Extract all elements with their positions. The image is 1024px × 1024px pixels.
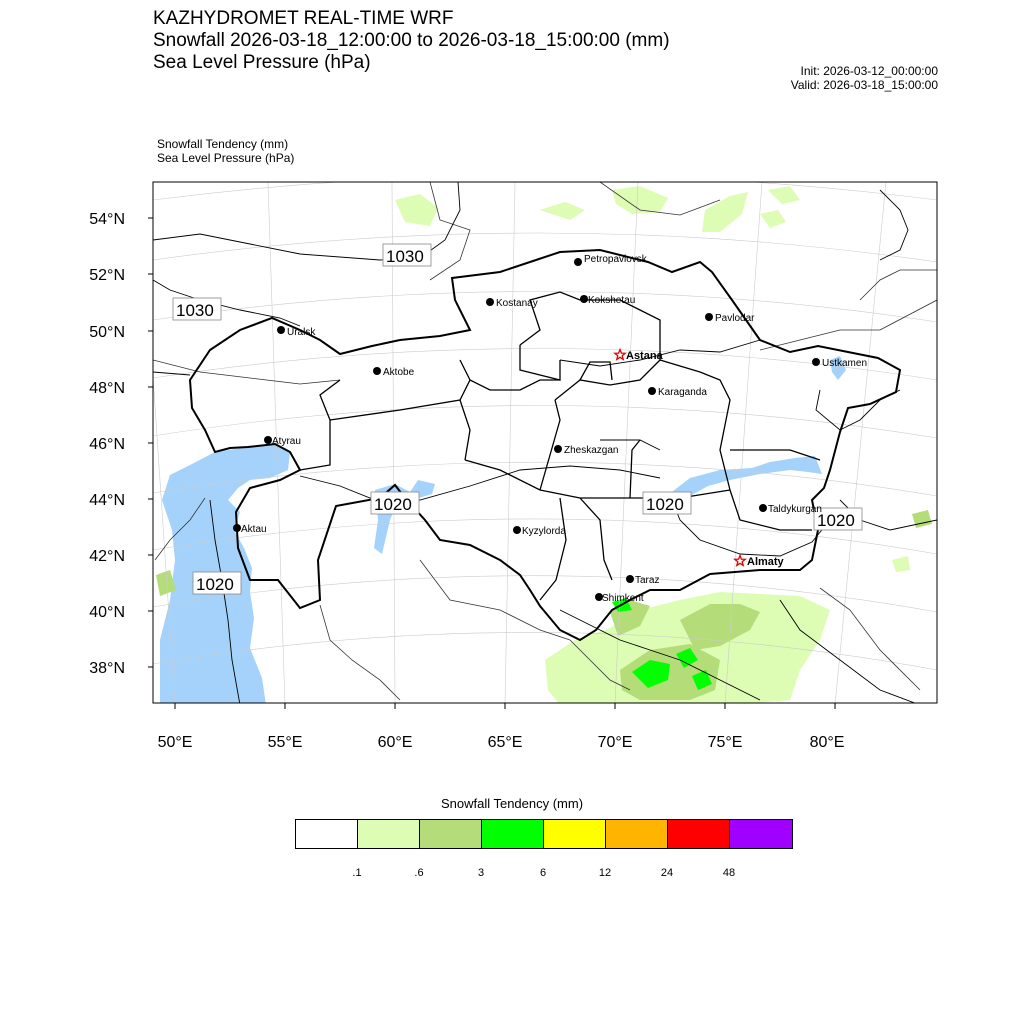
colorbar-title: Snowfall Tendency (mm) [440, 796, 584, 811]
city-label: Kyzylorda [522, 526, 566, 537]
colorbar-tick-label: 6 [539, 867, 547, 879]
title-line-2: Snowfall 2026-03-18_12:00:00 to 2026-03-18_15:00:00 (mm) [153, 30, 670, 51]
title-line-1: KAZHYDROMET REAL-TIME WRF [153, 8, 454, 29]
lat-label: 38°N [89, 660, 125, 677]
city-dot-icon [648, 387, 656, 395]
city-dot-icon [373, 367, 381, 375]
pressure-label: 1020 [374, 495, 412, 514]
lat-label: 42°N [89, 548, 125, 565]
city-label: Kokshetau [588, 295, 636, 306]
city-label: Astana [626, 350, 663, 362]
pressure-label: 1030 [386, 247, 424, 266]
map-panel [140, 175, 937, 705]
city-dot-icon [233, 524, 241, 532]
city-label: Almaty [747, 556, 784, 568]
city-dot-icon [626, 575, 634, 583]
colorbar-tick-label: .1 [352, 867, 362, 879]
city-label: Pavlodar [715, 313, 755, 324]
lat-labels [89, 211, 125, 677]
city-markers [233, 254, 867, 604]
colorbar-swatch [668, 820, 730, 848]
lon-label: 55°E [267, 734, 303, 751]
lon-label: 65°E [487, 734, 523, 751]
city-label: Uralsk [287, 327, 316, 338]
init-time: Init: 2026-03-12_00:00:00 [800, 64, 938, 78]
city-label: Aktau [241, 524, 267, 535]
lat-label: 46°N [89, 436, 125, 453]
colorbar-tick-label: 12 [598, 867, 612, 879]
aral-sea [374, 480, 435, 554]
field-label-snow: Snowfall Tendency (mm) [157, 137, 289, 151]
lon-label: 75°E [707, 734, 743, 751]
city-label: Atyrau [272, 436, 301, 447]
lon-label: 50°E [157, 734, 193, 751]
pressure-label: 1020 [817, 511, 855, 530]
lat-label: 44°N [89, 492, 125, 509]
colorbar-swatch [358, 820, 420, 848]
city-dot-icon [554, 445, 562, 453]
colorbar-swatch [730, 820, 792, 848]
lat-label: 50°N [89, 324, 125, 341]
city-label: Petropavlovsk [584, 254, 647, 265]
city-label: Karaganda [658, 387, 707, 398]
colorbar-tick-label: 24 [660, 867, 674, 879]
lat-label: 54°N [89, 211, 125, 228]
capital-star-icon [735, 556, 745, 566]
city-label: Shimkent [602, 593, 644, 604]
lat-label: 52°N [89, 267, 125, 284]
city-dot-icon [580, 295, 588, 303]
colorbar-swatch [482, 820, 544, 848]
lon-label: 60°E [377, 734, 413, 751]
title-line-3: Sea Level Pressure (hPa) [153, 52, 371, 73]
capital-star-icon [615, 350, 625, 360]
pressure-label: 1020 [196, 575, 234, 594]
city-dot-icon [574, 258, 582, 266]
city-dot-icon [513, 526, 521, 534]
colorbar-swatch [296, 820, 358, 848]
colorbar-tick-label: .6 [414, 867, 424, 879]
city-dot-icon [264, 436, 272, 444]
city-dot-icon [277, 326, 285, 334]
colorbar [295, 819, 793, 849]
pressure-label: 1030 [176, 301, 214, 320]
valid-time: Valid: 2026-03-18_15:00:00 [790, 78, 938, 92]
field-label-slp: Sea Level Pressure (hPa) [157, 151, 295, 165]
city-label: Zheskazgan [564, 445, 619, 456]
pressure-label-group [173, 244, 862, 594]
city-dot-icon [759, 504, 767, 512]
lat-label: 48°N [89, 380, 125, 397]
pressure-label: 1020 [646, 495, 684, 514]
city-dot-icon [705, 313, 713, 321]
colorbar-swatch [420, 820, 482, 848]
colorbar-swatch [606, 820, 668, 848]
city-label: Taldykurgan [768, 504, 822, 515]
colorbar-swatch [544, 820, 606, 848]
city-label: Kostanay [496, 298, 538, 309]
lon-label: 80°E [809, 734, 845, 751]
colorbar-tick-label: 3 [477, 867, 485, 879]
lon-labels [158, 734, 845, 751]
city-label: Aktobe [383, 367, 415, 378]
city-dot-icon [812, 358, 820, 366]
city-label: Ustkamen [822, 358, 868, 369]
city-dot-icon [486, 298, 494, 306]
lon-label: 70°E [597, 734, 633, 751]
colorbar-tick-label: 48 [722, 867, 736, 879]
city-label: Taraz [635, 575, 660, 586]
lat-label: 40°N [89, 604, 125, 621]
